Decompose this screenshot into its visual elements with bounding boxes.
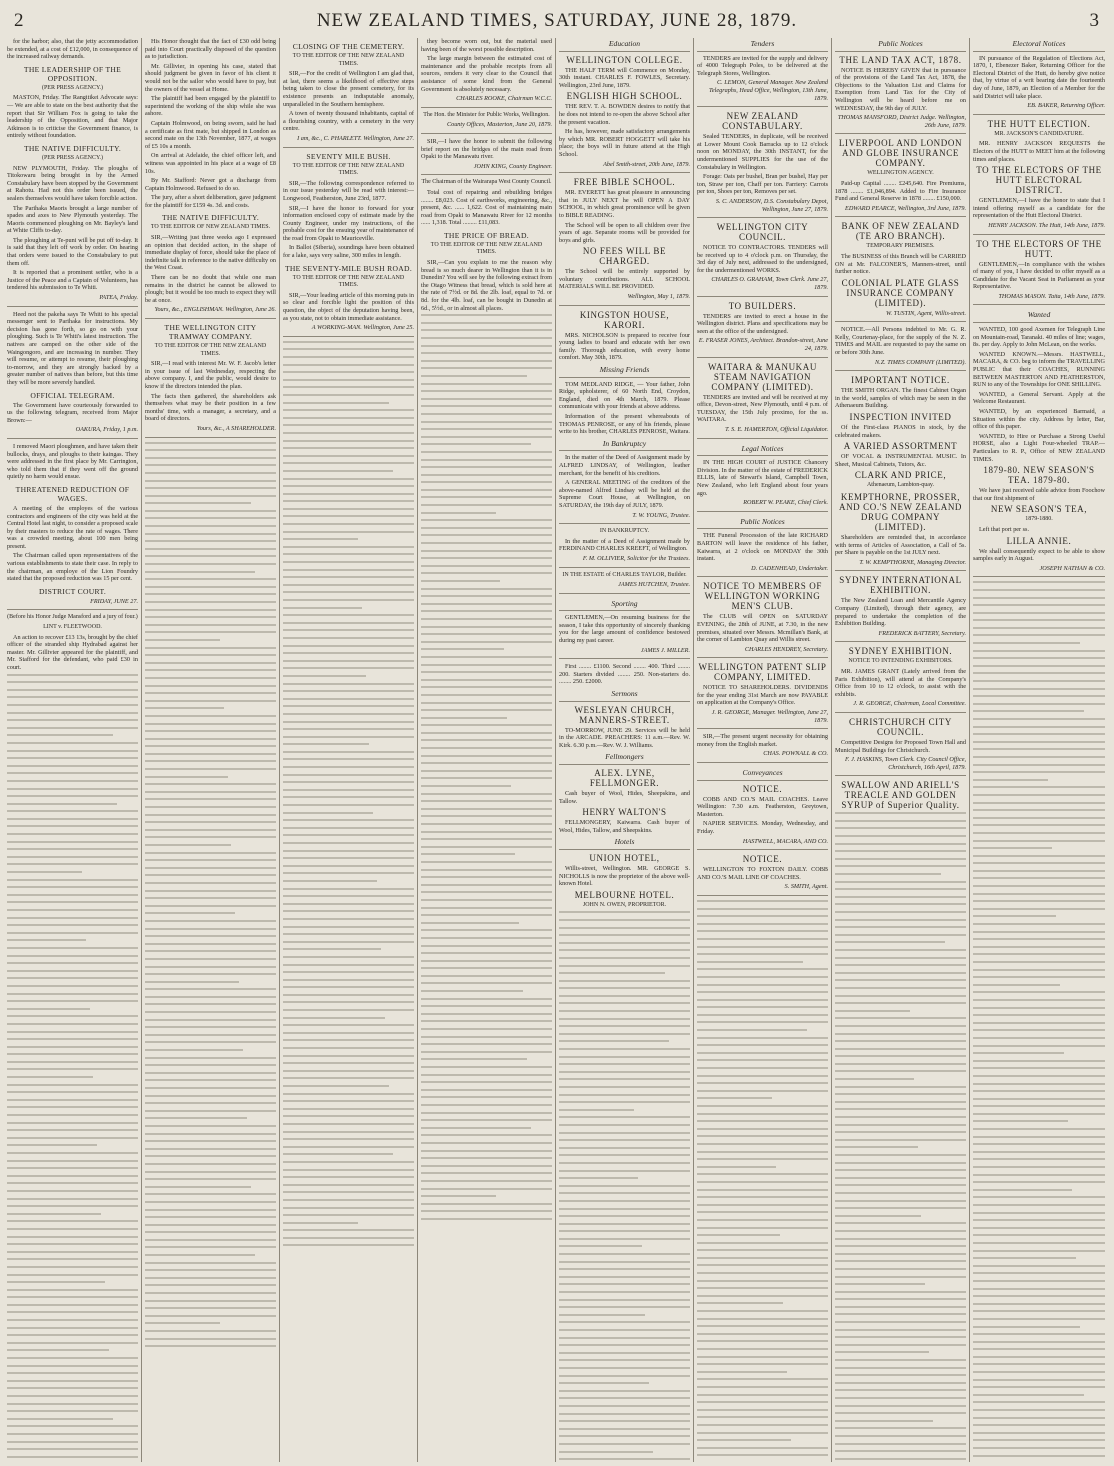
signature-line: Wellington, May 1, 1879.	[627, 293, 690, 301]
advertisement-title: SYDNEY EXHIBITION.	[848, 646, 953, 657]
divider	[835, 370, 966, 371]
article-paragraph: THE SMITH ORGAN. The finest Cabinet Organ in the world, samples of which may be seen in the Athenaeum Building.	[835, 387, 966, 410]
section-heading: Wanted	[973, 309, 1105, 323]
article-paragraph: By Mr. Stafford: Never got a discharge from Captain Holmwood. Refused to do so.	[145, 177, 276, 192]
article-paragraph: We shall consequently expect to be able to show samples early in August.	[973, 547, 1105, 563]
article-paragraph: SIR,—The following correspondence referred to in our issue yesterday will be read with interest:— Longwood, Featherston, June 23rd, 1877.	[283, 179, 414, 202]
advertisement-title: NEW ZEALAND CONSTABULARY.	[722, 111, 803, 132]
subheading: IN THE ESTATE of CHARLES TAYLOR, Builder.	[562, 571, 687, 578]
article-heading: DISTRICT COURT.	[38, 586, 107, 596]
signature-line: N.Z. TIMES COMPANY (LIMITED).	[875, 358, 966, 366]
subheading: TO THE EDITOR OF THE NEW ZEALAND TIMES.	[292, 274, 405, 289]
section-heading: Sermons	[559, 688, 690, 702]
advertisement-title: CHRISTCHURCH CITY COUNCIL.	[849, 716, 952, 737]
article-paragraph: GENTLEMEN,—In compliance with the wishes of many of you, I have decided to offer myself as a Candidate for the Vacant Seat in Parliament as your Representative.	[973, 260, 1105, 291]
subheading: IN BANKRUPTCY.	[599, 528, 650, 535]
advertisement-title: FREE BIBLE SCHOOL.	[573, 177, 676, 188]
advertisement-title: NOTICE.	[742, 783, 783, 794]
subheading: TO THE EDITOR OF THE NEW ZEALAND TIMES.	[292, 53, 405, 67]
divider	[973, 304, 1105, 305]
article-paragraph: Cash buyer of Wool, Hides, Sheepskins, and Tallow.	[559, 790, 690, 805]
signature-line: Abel Smith-street, 20th June, 1879.	[603, 160, 690, 168]
signature-line: EDWARD PEARCE, Wellington, 3rd June, 1879.	[845, 204, 966, 212]
article-paragraph: An action to recover £13 13s, brought by the chief officer of the stranded ship Hydrabad against her master. Mr. Gillivier appeared for the plaintiff, and Mr. Stafford for the defendant, who paid £30 in court.	[7, 633, 138, 671]
article-paragraph: In the matter of a Deed of Assignment made by FERDINAND CHARLES KREEFT, of Wellington.	[559, 537, 690, 553]
article-paragraph: Mr. Gillivier, in opening his case, stated that should judgment be given in favor of his client it would not be the sailor who would have to pay, but the owners of the vessel at Home.	[145, 62, 276, 93]
signature-line: W. TUSTIN, Agent, Willis-street.	[885, 309, 966, 317]
article-paragraph: The plaintiff had been engaged by the plaintiff to superintend the working of the ship while she was ashore.	[145, 95, 276, 118]
article-paragraph: TENDERS are invited and will be received at my office, Devon-street, New Plymouth, until 4 p.m. of TUESDAY, the 15th July proximo, for the ss. WAITARA.	[697, 393, 828, 424]
divider	[421, 174, 552, 175]
article-paragraph: First ........ £1100. Second ........ 400. Third ........ 200. Starters divided ........ 250. Non-starters do. ........ 250. £2000.	[559, 663, 690, 686]
article-paragraph: THE Funeral Procession of the late RICHARD BARTON will leave the residence of his father, Kaiwarra, at 2 o'clock on MONDAY the 30th instant.	[697, 532, 828, 563]
signature-line: HASTWELL, MACARA, AND CO.	[742, 837, 828, 845]
signature-line: Yours, &c., ENGLISHMAN. Wellington, June 26.	[154, 306, 276, 314]
article-paragraph: In Ballot (Siberia), soundings have been obtained for a lake, says very saline, 300 miles in length.	[283, 244, 414, 260]
page-number-left: 2	[14, 10, 25, 31]
advertisement-title: KINGSTON HOUSE, KARORI.	[579, 309, 670, 330]
signature-line: S. C. ANDERSON, D.S. Constabulary Depot, Wellington, June 27, 1879.	[715, 197, 828, 213]
advertisement-title: A VARIED ASSORTMENT	[843, 441, 958, 452]
divider	[697, 728, 828, 729]
subheading: NOTICE TO INTENDING EXHIBITORS.	[848, 658, 953, 665]
divider	[559, 658, 690, 659]
divider	[283, 147, 414, 148]
advertisement-title: WELLINGTON COLLEGE.	[566, 54, 683, 65]
advertisement-title: WAITARA & MANUKAU STEAM NAVIGATION COMPANY (LIMITED).	[708, 361, 817, 392]
article-paragraph: We have just received cable advice from Foochow that our first shipment of	[973, 487, 1105, 502]
signature-line: D. CADENHEAD, Undertaker.	[751, 564, 828, 572]
subheading: (Before his Honor Judge Mansford and a jury of four.)	[7, 614, 138, 621]
divider	[973, 114, 1105, 115]
advertisement-title: SWALLOW AND ARIELL'S TREACLE AND GOLDEN SYRUP of Superior Quality.	[841, 780, 960, 811]
signature-line: JOSEPH NATHAN & CO.	[1039, 564, 1105, 572]
advertisement-title: ALEX. LYNE, FELLMONGER.	[589, 768, 660, 788]
divider	[973, 576, 1105, 577]
divider	[697, 217, 828, 218]
column-6	[694, 38, 832, 1462]
signature-line: A WORKING-MAN. Wellington, June 25.	[311, 324, 414, 332]
article-paragraph: FELLMONGERY, Kaiwarra. Cash buyer of Wool, Hides, Tallow, and Sheepskins.	[559, 819, 690, 834]
signature-line: PATEA, Friday.	[99, 294, 138, 302]
article-paragraph: THE REV. T. A. BOWDEN desires to notify that he does not intend to re-open the above School after the present vacation.	[559, 103, 690, 126]
advertisement-title: MELBOURNE HOTEL.	[574, 889, 675, 900]
article-paragraph: WANTED, a General Servant. Apply at the Welcome Restaurant.	[973, 390, 1105, 406]
article-paragraph: TO-MORROW, JUNE 29. Services will be held in the ARCADE. PREACHERS: 11 a.m.—Rev. W. Kirk. 6.30 p.m.—Rev. W. J. Williams.	[559, 726, 690, 749]
advertisement-title: IMPORTANT NOTICE.	[851, 375, 950, 386]
divider	[697, 296, 828, 297]
advertisement-title: WELLINGTON CITY COUNCIL.	[716, 222, 809, 243]
article-paragraph: GENTLEMEN,—On resuming business for the season, I take this opportunity of sincerely thanking you for the large amount of confidence bestowed during my past career.	[559, 614, 690, 645]
article-heading: CLOSING OF THE CEMETERY.	[292, 42, 405, 51]
divider	[697, 762, 828, 763]
article-paragraph: MR. JAMES GRANT (Lately arrived from the Paris Exhibition), will attend at the Company's Office from 10 to 12 o'clock, to assist with the exhibits.	[835, 667, 966, 698]
article-heading: THE SEVENTY-MILE BUSH ROAD.	[284, 263, 413, 273]
article-paragraph: OF VOCAL & INSTRUMENTAL MUSIC. In Sheet, Musical Cabinets, Tutors, &c.	[835, 453, 966, 468]
advertisement-title: KEMPTHORNE, PROSSER, AND CO.'S NEW ZEALAND DRUG COMPANY (LIMITED).	[838, 492, 963, 532]
divider	[697, 106, 828, 107]
article-paragraph: The jury, after a short deliberation, gave judgment for the plaintiff for £159 4s. 3d. and costs.	[145, 194, 276, 209]
advertisement-title: COLONIAL PLATE GLASS INSURANCE COMPANY (LIMITED).	[841, 277, 960, 308]
divider	[973, 234, 1105, 235]
divider	[697, 657, 828, 658]
section-heading: Missing Friends	[559, 364, 690, 378]
divider	[421, 133, 552, 134]
divider	[283, 336, 414, 337]
subheading: TEMPORARY PREMISES.	[866, 243, 935, 250]
subheading: LINT v. FLEETWOOD.	[43, 624, 102, 631]
article-heading: THE WELLINGTON CITY TRAMWAY COMPANY.	[164, 323, 257, 341]
article-paragraph: A GENERAL MEETING of the creditors of the above-named Alfred Lindsay will be held at the Supreme Court House, at Wellington, on SATURDAY, the 19th day of JULY, 1879.	[559, 479, 690, 509]
column-grid	[4, 38, 1110, 1462]
article-paragraph: A town of twenty thousand inhabitants, capital of a flourishing country, with a cemetery in the very centre.	[283, 110, 414, 133]
advertisement-title: TO THE ELECTORS OF THE HUTT.	[976, 238, 1102, 259]
article-paragraph: The New Zealand Loan and Mercantile Agency Company (Limited), through their agency, are prepared to undertake the completion of the Exhibition Building.	[835, 597, 966, 628]
article-paragraph: Information of the present whereabouts of THOMAS PENROSE, or any of his friends, please write to his brother, CHARLES PENROSE, Waitara.	[559, 413, 690, 436]
divider	[7, 306, 138, 307]
subheading: Athenaeum, Lambton-quay.	[866, 482, 935, 489]
article-paragraph: NOTICE TO SHAREHOLDERS. DIVIDENDS for the year ending 31st March are now PAYABLE on application at the Company's Office.	[697, 684, 828, 707]
text-texture	[835, 812, 966, 1462]
divider	[835, 641, 966, 642]
article-paragraph: SIR,—I read with interest Mr. W. F. Jacob's letter in your issue of last Wednesday, respecting the above company. I, and the public, would desire to know if the directors intended the plan.	[145, 360, 276, 390]
divider	[559, 567, 690, 568]
section-heading: Public Notices	[835, 38, 966, 52]
article-paragraph: SIR,—The present urgent necessity for obtaining money from the English market.	[697, 733, 828, 748]
signature-line: County Offices, Masterton, June 20, 1879.	[446, 121, 552, 129]
article-paragraph: Left that port per ss.	[979, 525, 1030, 533]
article-paragraph: TOM MEDLAND RIDGE, — Your father, John Ridge, upholsterer, of 60 North End, Croydon, England, died on 4th March, 1879. Please communicate with your friends at above address.	[559, 380, 690, 411]
signature-line: THOMAS MANSFORD, District Judge. Wellington, 26th June, 1879.	[837, 114, 966, 129]
article-paragraph: The BUSINESS of this Branch will be CARRIED ON at Mr. FALCONER'S, Manners-street, until further notice.	[835, 252, 966, 276]
signature-line: THOMAS MASON. Taita, 14th June, 1879.	[998, 292, 1105, 300]
article-paragraph: MR. EVERETT has great pleasure in announcing that in JULY NEXT he will OPEN A DAY SCHOOL, in which great prominence will be given to BIBLE READING.	[559, 189, 690, 219]
column-3	[280, 38, 418, 1462]
text-texture	[421, 314, 552, 1220]
signature-line: JOHN KING, County Engineer.	[473, 162, 552, 170]
column-5	[556, 38, 694, 1462]
signature-line: J. R. GEORGE, Chairman, Local Committee.	[853, 700, 966, 708]
divider	[835, 321, 966, 322]
subheading: The Hon. the Minister for Public Works, Wellington.	[423, 111, 550, 118]
advertisement-title: THE LAND TAX ACT, 1878.	[839, 54, 962, 65]
article-paragraph: IN pursuance of the Regulation of Elections Act, 1870, I, Ebenezer Baker, Returning Officer for the Electoral District of the Hutt, do hereby give notice that, by virtue of a writ bearing date the fourteenth day of June, 1879, an Election of a Member for the said District will take place.	[973, 54, 1105, 100]
divider	[145, 318, 276, 319]
article-paragraph: There can be no doubt that while one man remains in the district he cannot be allowed to plough; but it would be too much to expect they will be at once.	[145, 274, 276, 304]
divider	[835, 216, 966, 217]
subheading: (PER PRESS AGENCY.)	[41, 84, 104, 91]
column-4	[418, 38, 556, 1462]
section-heading: Fellmongers	[559, 751, 690, 765]
article-paragraph: NEW PLYMOUTH, Friday. The ploughs of Titokowaru being brought in by the Armed Constabulary have been stopped by the Government at Rahotu. Had not this order been issued, the sealers themselves would have taken forcible action.	[7, 164, 138, 202]
article-heading: THE NATIVE DIFFICULTY.	[161, 213, 260, 223]
divider	[559, 172, 690, 173]
advertisement-title: HENRY WALTON'S	[582, 807, 667, 818]
section-heading: Electoral Notices	[973, 38, 1105, 52]
section-heading: Education	[559, 38, 690, 52]
divider	[697, 511, 828, 512]
text-texture	[145, 442, 276, 1348]
newspaper-title: NEW ZEALAND TIMES, SATURDAY, JUNE 28, 1879.	[316, 10, 798, 31]
subheading: TO THE EDITOR OF THE NEW ZEALAND TIMES.	[154, 343, 267, 357]
subheading: 1879-1880.	[1025, 516, 1053, 523]
signature-line: F. M. OLLIVIER, Solicitor for the Trustees.	[582, 554, 690, 562]
article-paragraph: It is reported that a prominent settler, who is a Justice of the Peace and a Captain of Volunteers, has tendered his submission to Te Whiti.	[7, 269, 138, 292]
subheading: MR. JACKSON'S CANDIDATURE.	[994, 130, 1084, 137]
article-paragraph: THE HALF TERM will Commence on Monday, 30th instant. CHARLES F. FOWLES, Secretary. Wellington, 23rd June, 1879.	[559, 66, 690, 89]
article-paragraph: WANTED, by an experienced Barmaid, a Situation within the city. Address by letter, Bar, office of this paper.	[973, 408, 1105, 431]
signature-line: E. FRASER JONES, Architect. Brandon-street, June 24, 1879.	[698, 337, 828, 353]
subheading: WELLINGTON AGENCY.	[867, 170, 934, 177]
article-paragraph: The large margin between the estimated cost of maintenance and the probable receipts from all sources, renders it very clear to the Council that assistance of some kind from the General Government is absolutely necessary.	[421, 55, 552, 93]
advertisement-title: LILLA ANNIE.	[1006, 535, 1072, 546]
advertisement-title: NOTICE TO MEMBERS OF WELLINGTON WORKING MEN'S CLUB.	[703, 581, 822, 612]
article-paragraph: The School will be entirely supported by voluntary contributions. ALL SCHOOL MATERIALS WILL BE PROVIDED.	[559, 268, 690, 291]
signature-line: I am, &c., C. PHARLETT. Wellington, June 27.	[297, 134, 414, 142]
divider	[7, 438, 138, 439]
article-paragraph: His Honor thought that the fact of £30 odd being paid into Court practically disposed of the question as to jurisdiction.	[145, 38, 276, 61]
article-paragraph: I removed Maori ploughmen, and have taken their bullocks, drays, and ploughs to their kaingas. They were addressed in the first place by Mr. Carrington, who told them that if they went off the ground quietly no harm would ensue.	[7, 442, 138, 481]
article-paragraph: WANTED, to Hire or Purchase a Strong Useful HORSE, also a Light Four-wheeled TRAP.—Particulars to R. P., Office of NEW ZEALAND TIMES.	[973, 432, 1105, 463]
advertisement-title: INSPECTION INVITED	[849, 412, 952, 423]
article-heading: THE NATIVE DIFFICULTY.	[23, 143, 122, 153]
signature-line: T. W. KEMPTHORNE, Managing Director.	[859, 558, 966, 566]
column-7	[832, 38, 970, 1462]
article-paragraph: Shareholders are reminded that, in accordance with terms of Articles of Association, a Call of 5s. per Share is payable on the 1st JULY next.	[835, 534, 966, 557]
article-heading: THE LEADERSHIP OF THE OPPOSITION.	[23, 64, 122, 83]
divider	[559, 523, 690, 524]
signature-line: EB. BAKER, Returning Officer.	[1027, 102, 1105, 110]
section-heading: Hotels	[559, 836, 690, 850]
signature-line: JAMES J. MILLER.	[640, 646, 690, 654]
article-paragraph: SIR,—I have the honor to submit the following brief report on the bridges of the main road from Opaki to the Manawatu river.	[421, 137, 552, 161]
signature-line: OAKURA, Friday, 1 p.m.	[75, 426, 138, 434]
text-texture	[697, 900, 828, 1462]
article-paragraph: NOTICE.—All Persons indebted to Mr. G. R. Kelly, Courtenay-place, for the supply of the N. Z. TIMES and MAIL are requested to pay the same on or before 30th June.	[835, 326, 966, 357]
signature-line: FRIDAY, JUNE 27.	[90, 597, 138, 605]
article-paragraph: TENDERS are invited for the supply and delivery of 4000 Telegraph Poles, to be delivered at the Telegraph Stores, Wellington.	[697, 54, 828, 77]
signature-line: J. R. GEORGE, Manager. Wellington, June 27, 1879.	[711, 709, 828, 724]
advertisement-title: THE HUTT ELECTION.	[987, 118, 1091, 129]
text-texture	[283, 341, 414, 1247]
article-paragraph: SIR,—I have the honor to forward for your information enclosed copy of estimate made by the County Engineer, under my instructions, of the probable cost for the ensuing year of maintenance of the road from Opaki to Mauriceville.	[283, 204, 414, 242]
section-heading: Legal Notices	[697, 443, 828, 457]
advertisement-title: UNION HOTEL,	[589, 852, 660, 863]
subheading: TO THE EDITOR OF THE NEW ZEALAND TIMES.	[430, 241, 543, 256]
divider	[145, 437, 276, 438]
article-paragraph: COBB AND CO.'S MAIL COACHES. Leave Wellington: 7.30 a.m. Featherston, Greytown, Masterton.	[697, 795, 828, 818]
masthead	[0, 4, 1114, 38]
signature-line: C. LEMON, General Manager. New Zealand Telegraphs, Head Office, Wellington, 13th June, 1879.	[709, 79, 828, 102]
article-paragraph: Captain Holmwood, on being sworn, said he had a certificate as first mate, but shipped in London as second mate on the 13th November, 1877, at wages of £5 10s a month.	[145, 119, 276, 150]
divider	[835, 775, 966, 776]
article-paragraph: The Parihaka Maoris brought a large number of spades and axes to New Plymouth yesterday. The Maoris commenced ploughing on Mr. Bayley's land at White Cliffs to-day.	[7, 204, 138, 235]
section-heading: In Bankruptcy	[559, 438, 690, 452]
advertisement-title: WELLINGTON PATENT SLIP COMPANY, LIMITED.	[698, 662, 827, 683]
article-paragraph: Of the First-class PIANOS in stock, by the celebrated makers.	[835, 424, 966, 439]
advertisement-title: NEW SEASON'S TEA,	[990, 504, 1088, 515]
divider	[835, 712, 966, 713]
divider	[835, 570, 966, 571]
article-paragraph: Willis-street, Wellington. MR. GEORGE S. NICHOLLS is now the proprietor of the above well-known Hotel.	[559, 864, 690, 888]
article-paragraph: He has, however, made satisfactory arrangements by which MR. ROBERT HOGGETT will take his place; the boys will in future attend at the High School.	[559, 128, 690, 158]
advertisement-title: TO BUILDERS.	[728, 300, 797, 311]
divider	[559, 305, 690, 306]
article-heading: THREATENED REDUCTION OF WAGES.	[15, 484, 130, 503]
advertisement-title: LIVERPOOL AND LONDON AND GLOBE INSURANCE COMPANY.	[838, 138, 963, 169]
article-paragraph: In the matter of the Deed of Assignment made by ALFRED LINDSAY, of Wellington, leather merchant, for the benefit of his creditors.	[559, 454, 690, 477]
article-paragraph: A meeting of the employes of the various contractors and engineers of the city was held at the Central Hotel last night, to consider a proposed scale by their masters to reduce the rate of wages. There was a crowded meeting, about 100 men being present.	[7, 504, 138, 550]
signature-line: CHARLES ROOKE, Chairman W.C.C.	[456, 95, 552, 103]
advertisement-title: TO THE ELECTORS OF THE HUTT ELECTORAL DISTRICT.	[976, 165, 1102, 196]
article-paragraph: WANTED, 100 good Axemen for Telegraph Line on Mountain-road, Taranaki. 40 miles of line; wages, 8s. per day. Apply to John McLean, on the works.	[973, 326, 1105, 349]
article-paragraph: The School will be open to all children over five years of age. Separate rooms will be provided for boys and girls.	[559, 221, 690, 244]
section-heading: Conveyances	[697, 767, 828, 781]
article-paragraph: for the harbor; also, that the jetty accommodation be extended, at a cost of £12,000, in consequence of the increased railway demands.	[7, 38, 138, 61]
article-paragraph: MRS. NICHOLSON is prepared to receive four young ladies to board and educate with her own family. Thorough education, with every home comfort. May 30th, 1879.	[559, 331, 690, 362]
column-8	[970, 38, 1108, 1462]
signature-line: HENRY JACKSON. The Hutt, 14th June, 1879.	[988, 221, 1105, 229]
article-paragraph: TENDERS are invited to erect a house in the Wellington district. Plans and specifications may be seen at the office of the undersigned.	[697, 312, 828, 335]
article-paragraph: The facts then gathered, the shareholders ask themselves what may be their position in a few months' time, with a manager, a secretary, and a board of directors.	[145, 392, 276, 423]
advertisement-title: ENGLISH HIGH SCHOOL.	[566, 91, 683, 102]
advertisement-title: NO FEES WILL BE CHARGED.	[582, 246, 667, 267]
article-heading: THE PRICE OF BREAD.	[443, 230, 530, 240]
article-paragraph: On arrival at Adelaide, the chief officer left, and witness was appointed in his place at a wage of £8 10s.	[145, 152, 276, 175]
article-paragraph: SIR,—For the credit of Wellington I am glad that, at last, there seems a likelihood of effective steps being taken to close the present cemetery, for its existence presents an indisputable anomaly, unparalleled in the Southern hemisphere.	[283, 70, 414, 108]
article-paragraph: Sealed TENDERS, in duplicate, will be received at Lower Mount Cook Barracks up to 12 o'clock noon on MONDAY, the 30th INSTANT, for the undermentioned SUPPLIES for the use of the Constabulary in Wellington.	[697, 133, 828, 171]
article-heading: OFFICIAL TELEGRAM.	[30, 390, 115, 400]
signature-line: T. W. YOUNG, Trustee.	[632, 511, 690, 519]
section-heading: Sporting	[559, 598, 690, 612]
article-paragraph: MASTON, Friday. The Rangitikei Advocate says:— We are able to state on the best authority that the report that Sir William Fox is going to take the leadership of the Opposition, and that Major Atkinson is to criticise the Government finance, is entirely without foundation.	[7, 94, 138, 140]
column-2	[142, 38, 280, 1462]
signature-line: CHARLES O. GRAHAM, Town Clerk. June 27, 1879.	[711, 276, 828, 292]
text-texture	[7, 674, 138, 1462]
divider	[697, 576, 828, 577]
text-texture	[973, 581, 1105, 1462]
signature-line: T. S. E. HAMERTON, Official Liquidator.	[725, 426, 828, 433]
article-paragraph: Forage: Oats per bushel, Bran per bushel, Hay per ton, Straw per ton, Chaff per ton. Farriery: Carrots per ton, Shoes per ton, Removes per set.	[697, 173, 828, 196]
advertisement-title: BANK OF NEW ZEALAND (TE ARO BRANCH).	[841, 221, 960, 242]
divider	[697, 849, 828, 850]
article-paragraph: SIR,—Writing just three weeks ago I expressed an opinion that decided action, in the shape of immediate display of force, should take the place of indefinite talk in reference to the native difficulty on the West Coast.	[145, 234, 276, 272]
text-texture	[559, 911, 690, 1462]
article-paragraph: WELLINGTON TO FOXTON DAILY. COBB AND CO.'S MAIL LINE OF COACHES.	[697, 866, 828, 881]
subheading: JOHN N. OWEN, PROPRIETOR.	[582, 901, 667, 908]
divider	[7, 609, 138, 610]
advertisement-title: NOTICE.	[742, 854, 783, 865]
signature-line: F. J. HASKINS, Town Clerk. City Council Office, Christchurch, 16th April, 1879.	[845, 756, 966, 771]
article-paragraph: SIR,—Your leading article of this morning puts in so clear and forcible light the position of this question, the object of the deputation having been, as you state, not to obtain immediate assistance.	[283, 291, 414, 322]
subheading: (PER PRESS AGENCY.)	[41, 154, 104, 161]
section-heading: Public Notices	[697, 516, 828, 530]
divider	[835, 133, 966, 134]
signature-line: CHAS. POWNALL & CO.	[763, 750, 828, 758]
article-paragraph: The Chairman called upon representatives of the various establishments to state their case. In reply to the chairman, an employe of the Lion Foundry stated that the proposed reduction was 15 per cent.	[7, 552, 138, 583]
signature-line: Yours, &c., A SHAREHOLDER.	[196, 424, 276, 432]
article-paragraph: IN THE HIGH COURT of JUSTICE Chancery Division. In the matter of the estate of FREDERICK ELLIS, late of Stewart's Island, Campbell Town, New Zealand, who left England about four years ago.	[697, 459, 828, 497]
advertisement-title: SYDNEY INTERNATIONAL EXHIBITION.	[839, 575, 962, 596]
signature-line: CHARLES HENDREY, Secretary.	[744, 645, 828, 653]
divider	[697, 357, 828, 358]
article-paragraph: WANTED KNOWN.—Messrs. HASTWELL, MACARA, & CO. beg to inform the TRAVELLING PUBLIC that their COACHES, RUNNING BETWEEN MASTERTON AND FEATHERSTON, RUN to any of the Townships for ONE SHILLING.	[973, 350, 1105, 389]
signature-line: ROBERT W. PEAKE, Chief Clerk.	[743, 499, 828, 507]
divider	[559, 593, 690, 594]
article-paragraph: Competitive Designs for Proposed Town Hall and Municipal Buildings for Christchurch.	[835, 738, 966, 754]
subheading: TO THE EDITOR OF NEW ZEALAND TIMES.	[150, 224, 271, 231]
article-paragraph: NAPIER SERVICES. Monday, Wednesday, and Friday.	[697, 820, 828, 835]
advertisement-title: 1879-80. NEW SEASON'S TEA. 1879-80.	[983, 465, 1095, 486]
divider	[697, 438, 828, 439]
advertisement-title: CLARK AND PRICE,	[854, 470, 947, 481]
signature-line: S. SMITH, Agent.	[784, 883, 828, 891]
article-paragraph: MR. HENRY JACKSON REQUESTS the Electors of the HUTT to MEET him at the following times and places.	[973, 140, 1105, 163]
article-paragraph: NOTICE TO CONTRACTORS. TENDERS will be received up to 4 o'clock p.m. on Thursday, the 3rd day of July next, addressed to the undersigned, for the undermentioned WORKS.	[697, 244, 828, 274]
page-number-right: 3	[1089, 10, 1100, 31]
article-paragraph: Paid-up Capital ........ £245,640. Fire Premiums, 1878 ........ £1,046,894. Added to Fire Insurance Fund and General Reserve in 1878 ........ £150,000.	[835, 179, 966, 203]
article-paragraph: Heed not the pakeha says Te Whiti to his special messenger sent to Parihaka for instructions. My decision has gone forth, so go on with your ploughing. Such is Te Whiti's latest instruction. The natives are camped on the other side of the Waingongoro, and are increasing in number. They will resume, or attempt to resume, their ploughing to-morrow, and they are strongly backed by a greater number of natives than before, but this time they will be more severely handled.	[7, 310, 138, 386]
signature-line: JAMES HUTCHEN, Trustee.	[618, 581, 690, 589]
article-heading: SEVENTY MILE BUSH.	[306, 151, 391, 161]
article-paragraph: GENTLEMEN,—I have the honor to state that I intend offering myself as a candidate for the representation of the Hutt Electoral District.	[973, 197, 1105, 220]
signature-line: FREDERICK BATTERY, Secretary.	[878, 629, 966, 637]
article-paragraph: NOTICE IS HEREBY GIVEN that in pursuance of the provisions of the Land Tax Act, 1878, the Objections to the Valuation List and Claims for Exemption from Land Tax for the City of Wellington will be heard before me on WEDNESDAY, the 9th day of JULY.	[835, 66, 966, 112]
article-paragraph: The ploughing at Te-puni will be put off to-day. It is said that they left off work by order. On hearing that orders were issued to the Constabulary to put them off.	[7, 236, 138, 267]
column-1	[4, 38, 142, 1462]
article-paragraph: Total cost of repairing and rebuilding bridges ........ £8,023. Cost of earthworks, engineering, &c., present, &c. ...... 1,622. Cost of maintaining main road from Opaki to Manawatu River for 12 months ...... 1,318. Total ......... £11,083.	[421, 188, 552, 227]
advertisement-title: WESLEYAN CHURCH, MANNERS-STREET.	[574, 704, 675, 725]
article-paragraph: SIR,—Can you explain to me the reason why bread is so much dearer in Wellington than it is in Dunedin? You will see by the following extract from the Otago Witness that bread, which is sold here at the rate of 7½d. or 8d. the 2lb. loaf, equal to 7d. or 8d. for the 4lb. loaf, can be bought in Dunedin at 6d., 5½d., or in almost all places.	[421, 259, 552, 312]
subheading: The Chairman of the Wairarapa West County Council.	[421, 179, 552, 186]
divider	[697, 895, 828, 896]
subheading: TO THE EDITOR OF THE NEW ZEALAND TIMES.	[292, 162, 405, 177]
article-paragraph: The CLUB will OPEN on SATURDAY EVENING, the 28th of JUNE, at 7.30, in the new premises, situated over Messrs. Mcmillan's Bank, at the corner of Lambton Quay and Willis street.	[697, 613, 828, 644]
article-paragraph: they become worn out, but the material used having been of the worst possible description.	[421, 38, 552, 53]
divider	[421, 107, 552, 108]
section-heading: Tenders	[697, 38, 828, 52]
article-paragraph: The Government have courteously forwarded to us the following telegram, received from Major Brown:—	[7, 401, 138, 424]
